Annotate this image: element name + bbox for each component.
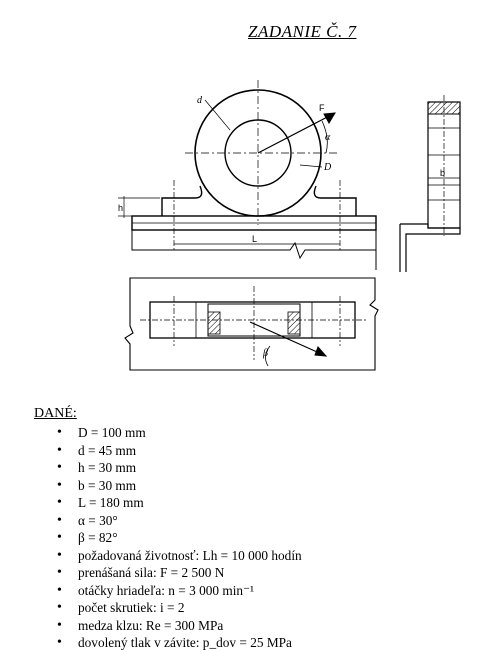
list-item: • počet skrutiek: i = 2 [0,599,302,617]
list-item: • dovolený tlak v závite: p_dov = 25 MPa [0,634,302,652]
list-item: • L = 180 mm [0,494,302,512]
list-item: • h = 30 mm [0,459,302,477]
top-view [125,278,378,370]
list-item: • otáčky hriadeľa: n = 3 000 min⁻¹ [0,582,302,600]
label-h: h [118,203,124,213]
list-item: • α = 30° [0,512,302,530]
assignment-title: ZADANIE Č. 7 [248,22,357,41]
given-heading: DANÉ: [34,406,77,421]
front-view [118,80,376,270]
list-item: • b = 30 mm [0,477,302,495]
list-item: • požadovaná životnosť: Lh = 10 000 hodín [0,547,302,565]
label-d: d [197,95,202,106]
side-view [400,95,460,272]
label-D: D [324,162,332,173]
list-item: • prenášaná sila: F = 2 500 N [0,564,302,582]
list-item: • D = 100 mm [0,424,302,442]
label-L: L [252,234,258,244]
list-item: • medza klzu: Re = 300 MPa [0,617,302,635]
list-item: • d = 45 mm [0,442,302,460]
list-item: • β = 82° [0,529,302,547]
label-b: b [440,168,446,178]
given-list [0,424,302,652]
label-F: F [319,103,325,113]
label-alpha: α [325,132,331,143]
label-beta: β [263,348,268,359]
